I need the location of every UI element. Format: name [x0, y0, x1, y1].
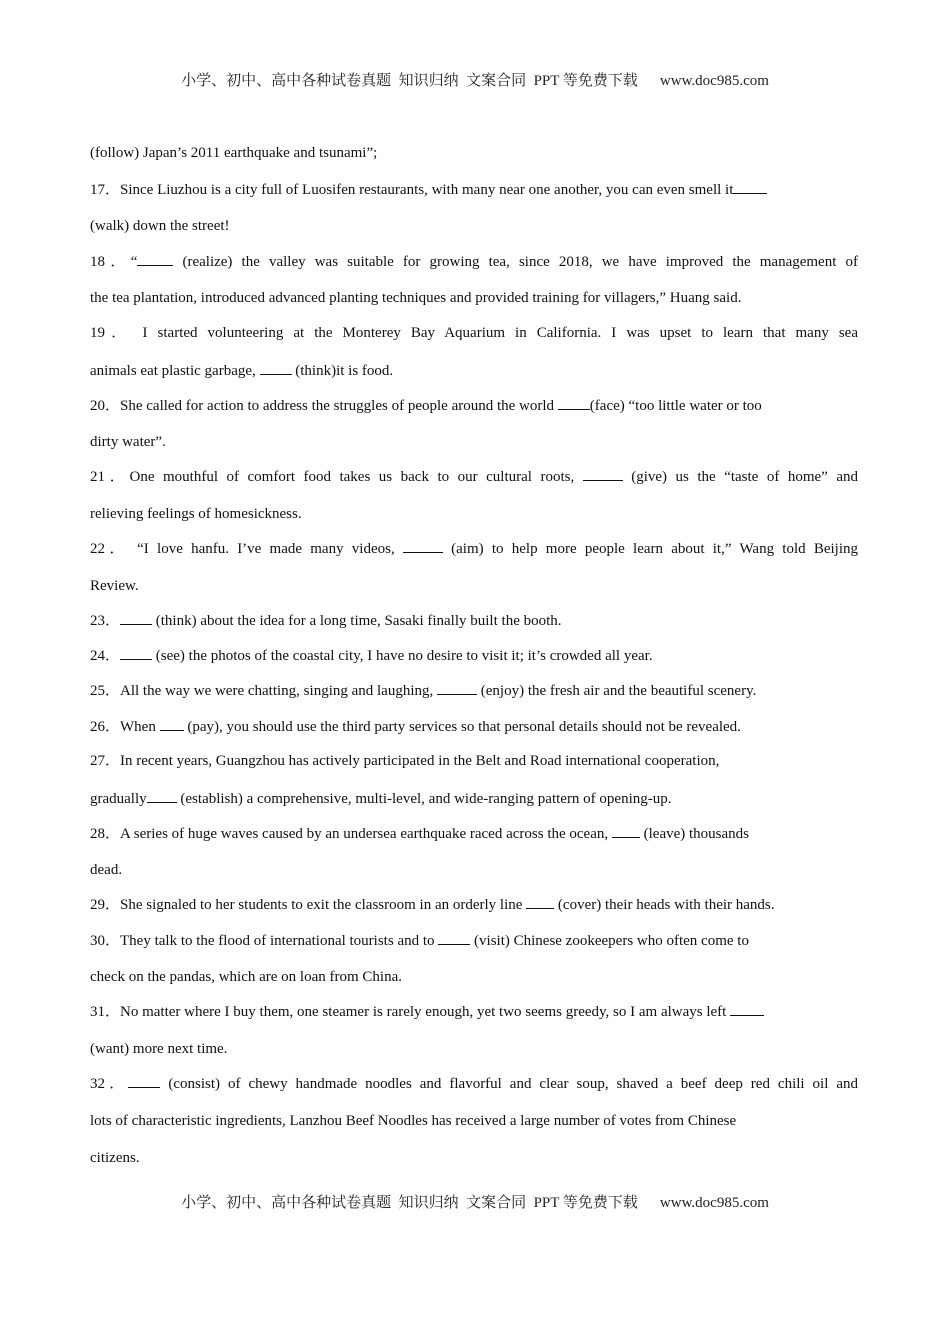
text-line — [90, 504, 858, 524]
line-text: (visit) Chinese zookeepers who often come to — [470, 933, 749, 949]
line-text: (consist) of chewy handmade noodles and flavorful and clear soup, shaved a beef deep red chili oil and — [160, 1076, 858, 1092]
answer-blank — [160, 716, 184, 731]
line-text: 30．They talk to the flood of international tourists and to — [90, 933, 439, 949]
line-text: 22． “I love hanfu. I’ve made many videos, — [90, 541, 403, 557]
text-line — [90, 395, 858, 416]
line-text: (walk) down the street! — [90, 218, 230, 234]
text-line — [90, 680, 858, 701]
answer-blank — [583, 466, 623, 481]
line-text: (enjoy) the fresh air and the beautiful scenery. — [477, 683, 757, 699]
text-line — [90, 360, 858, 381]
text-line — [90, 751, 858, 771]
line-text: dead. — [90, 862, 123, 878]
text-line — [90, 1073, 858, 1094]
text-line — [90, 788, 858, 809]
text-line — [90, 432, 858, 452]
answer-blank — [733, 179, 767, 194]
line-text: 19． I started volunteering at the Monterey Bay Aquarium in California. I was upset to learn that many sea — [90, 325, 858, 341]
line-text: 18．“ — [90, 254, 138, 270]
line-text: 28．A series of huge waves caused by an undersea earthquake raced across the ocean, — [90, 826, 612, 842]
answer-blank — [137, 251, 173, 266]
answer-blank — [558, 395, 590, 410]
line-text: (think) about the idea for a long time, Sasaki finally built the booth. — [152, 613, 562, 629]
line-text: (see) the photos of the coastal city, I have no desire to visit it; it’s crowded all year. — [152, 648, 653, 664]
line-text: (cover) their heads with their hands. — [554, 897, 775, 913]
line-text: 17．Since Liuzhou is a city full of Luosifen restaurants, with many near one another, you can even smell it — [90, 182, 734, 198]
text-line — [90, 216, 858, 236]
line-text: (realize) the valley was suitable for growing tea, since 2018, we have improved the management of — [173, 254, 858, 270]
line-text: 24． — [90, 648, 121, 664]
line-text: (want) more next time. — [90, 1041, 228, 1057]
text-line — [90, 1001, 858, 1022]
line-text: 21．One mouthful of comfort food takes us back to our cultural roots, — [90, 469, 583, 485]
text-line — [90, 860, 858, 880]
line-text: dirty water”. — [90, 434, 166, 450]
text-line — [90, 251, 858, 272]
line-text: gradually — [90, 791, 147, 807]
page-footer — [0, 1191, 950, 1212]
answer-blank — [612, 823, 640, 838]
line-text: (follow) Japan’s 2011 earthquake and tsunami”; — [90, 145, 378, 161]
text-line — [90, 288, 858, 308]
text-line — [90, 1111, 858, 1131]
answer-blank — [128, 1073, 160, 1088]
answer-blank — [147, 788, 177, 803]
line-text: 29．She signaled to her students to exit the classroom in an orderly line — [90, 897, 527, 913]
header-text: 小学、初中、高中各种试卷真题 知识归纳 文案合同 PPT 等免费下载 — [181, 73, 638, 89]
text-line — [90, 466, 858, 487]
text-line — [90, 143, 858, 163]
text-line — [90, 716, 858, 737]
text-line — [90, 823, 858, 844]
text-line — [90, 323, 858, 343]
answer-blank — [438, 930, 470, 945]
answer-blank — [403, 538, 443, 553]
line-text: lots of characteristic ingredients, Lanzhou Beef Noodles has received a large number of votes from Chinese — [90, 1113, 737, 1129]
text-line — [90, 576, 858, 596]
text-line — [90, 967, 858, 987]
line-text: 25．All the way we were chatting, singing and laughing, — [90, 683, 438, 699]
line-text: Review. — [90, 578, 139, 594]
text-line — [90, 610, 858, 631]
line-text: 23． — [90, 613, 121, 629]
footer-text: 小学、初中、高中各种试卷真题 知识归纳 文案合同 PPT 等免费下载 — [181, 1195, 638, 1211]
footer-url: www.doc985.com — [659, 1195, 769, 1211]
header-url: www.doc985.com — [659, 73, 769, 89]
answer-blank — [120, 645, 152, 660]
text-line — [90, 1039, 858, 1059]
line-text: 31．No matter where I buy them, one steamer is rarely enough, yet two seems greedy, so I am always left — [90, 1004, 731, 1020]
line-text: 32． — [90, 1076, 129, 1092]
line-text: check on the pandas, which are on loan from China. — [90, 969, 402, 985]
line-text: (face) “too little water or too — [589, 398, 762, 414]
line-text: citizens. — [90, 1150, 140, 1166]
line-text: the tea plantation, introduced advanced planting techniques and provided training for villagers,” Huang said. — [90, 290, 742, 306]
text-line — [90, 179, 858, 200]
answer-blank — [730, 1001, 764, 1016]
text-line — [90, 894, 858, 915]
text-line — [90, 538, 858, 559]
line-text: (establish) a comprehensive, multi-level, and wide-ranging pattern of opening-up. — [176, 791, 672, 807]
answer-blank — [120, 610, 152, 625]
line-text: (pay), you should use the third party services so that personal details should not be revealed. — [183, 719, 741, 735]
line-text: 27．In recent years, Guangzhou has actively participated in the Belt and Road international cooperation, — [90, 753, 720, 769]
answer-blank — [437, 680, 477, 695]
line-text: animals eat plastic garbage, — [90, 363, 260, 379]
line-text: (leave) thousands — [639, 826, 750, 842]
text-line — [90, 645, 858, 666]
text-line — [90, 1148, 858, 1168]
text-line — [90, 930, 858, 951]
line-text: (think)it is food. — [291, 363, 394, 379]
line-text: (aim) to help more people learn about it,” Wang told Beijing — [442, 541, 859, 557]
line-text: 26．When — [90, 719, 160, 735]
line-text: 20．She called for action to address the struggles of people around the world — [90, 398, 558, 414]
answer-blank — [526, 894, 554, 909]
line-text: (give) us the “taste of home” and — [622, 469, 858, 485]
line-text: relieving feelings of homesickness. — [90, 506, 302, 522]
answer-blank — [260, 360, 292, 375]
page-header — [0, 69, 950, 90]
